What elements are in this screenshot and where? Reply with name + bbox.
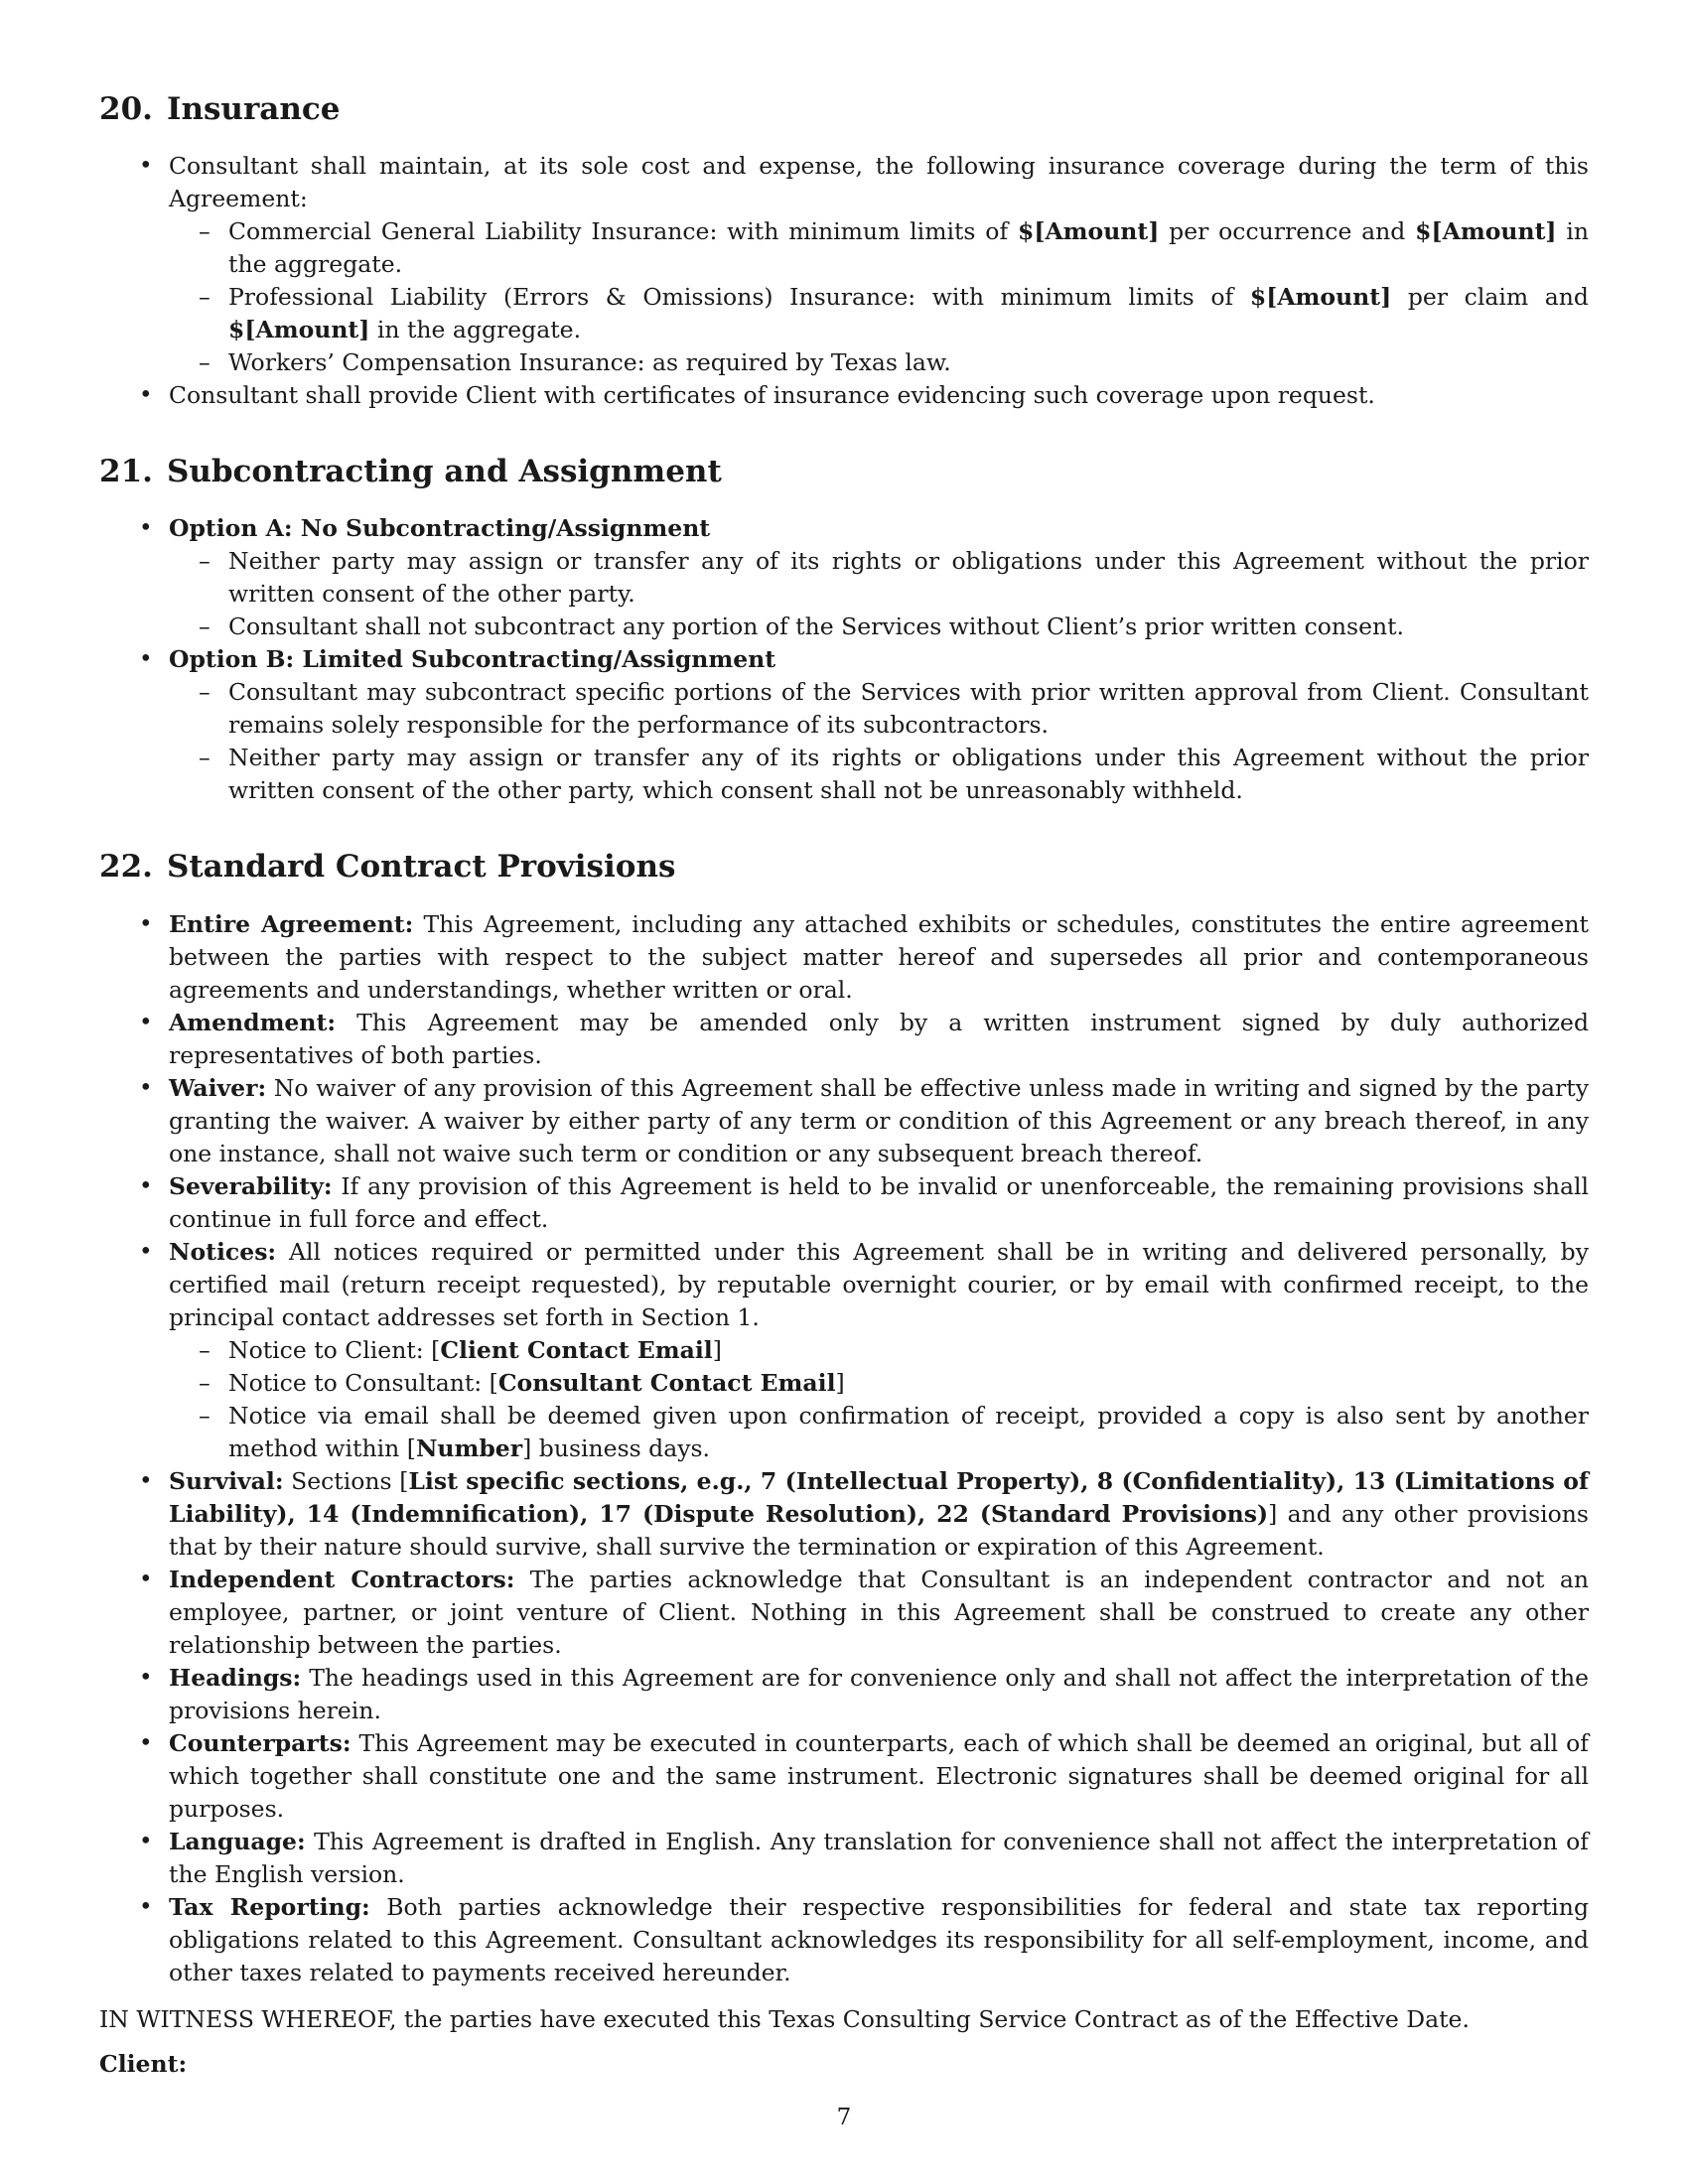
sub-list-item: – Notice to Consultant: [Consultant Contact Email]: [169, 1367, 1589, 1400]
sub-list: [169, 1334, 1589, 1465]
list-item: • Severability: If any provision of this Agreement is held to be invalid or unenforceable, the remaining provisions shall continue in full force and effect.: [99, 1170, 1589, 1236]
document-page: [99, 91, 1589, 2078]
list-item: • Notices: All notices required or permitted under this Agreement shall be in writing and delivered personally, by certified mail (return receipt requested), by reputable overnight courier, or by email with confirmed receipt, to the principal contact addresses set forth in Section 1. – Notice to Client: [Client Contact Email] – Notice to Consultant: [Consultant Contact Email] – Notice via email shall be deemed given upon confirmation of receipt, provided a copy is also sent by another method within [Number] business days.: [99, 1236, 1589, 1465]
section-subcontracting: [99, 454, 1589, 807]
section-standard-provisions: [99, 849, 1589, 1988]
list-item: • Independent Contractors: The parties acknowledge that Consultant is an independent contractor and not an employee, partner, or joint venture of Client. Nothing in this Agreement shall be construed to create any other relationship between the parties.: [99, 1564, 1589, 1662]
section-insurance: [99, 91, 1589, 412]
witness-statement: IN WITNESS WHEREOF, the parties have executed this Texas Consulting Service Contract as of the Effective Date.: [99, 2004, 1470, 2033]
list-item: • Survival: Sections [List specific sections, e.g., 7 (Intellectual Property), 8 (Confidentiality), 13 (Limitations of Liability), 14 (Indemnification), 17 (Dispute Resolution), 22 (Standard Provisions)] and any other provisions that by their nature should survive, shall survive the termination or expiration of this Agreement.: [99, 1465, 1589, 1564]
section-heading: 20. Insurance: [99, 91, 341, 127]
list-item: • Option A: No Subcontracting/Assignment – Neither party may assign or transfer any of its rights or obligations under this Agreement without the prior written consent of the other party. – Consultant shall not subcontract any portion of the Services without Client’s prior written consent.: [99, 512, 1589, 643]
sub-list-item: – Professional Liability (Errors & Omissions) Insurance: with minimum limits of $[Amount] per claim and $[Amount] in the aggregate.: [169, 281, 1589, 346]
sub-list-item: – Notice to Client: [Client Contact Email]: [169, 1334, 1589, 1367]
list-item: • Entire Agreement: This Agreement, including any attached exhibits or schedules, constitutes the entire agreement between the parties with respect to the subject matter hereof and supersedes all prior and contemporaneous agreements and understandings, whether written or oral.: [99, 908, 1589, 1007]
client-signature-label: Client:: [99, 2049, 188, 2078]
sub-list-item: – Notice via email shall be deemed given upon confirmation of receipt, provided a copy is also sent by another method within [Number] business days.: [169, 1400, 1589, 1465]
sub-list: [169, 215, 1589, 379]
sub-list-item: – Workers’ Compensation Insurance: as required by Texas law.: [169, 346, 1589, 379]
sub-list-item: – Neither party may assign or transfer any of its rights or obligations under this Agreement without the prior written consent of the other party, which consent shall not be unreasonably withheld.: [169, 742, 1589, 807]
list-item: • Counterparts: This Agreement may be executed in counterparts, each of which shall be deemed an original, but all of which together shall constitute one and the same instrument. Electronic signatures shall be deemed original for all purposes.: [99, 1727, 1589, 1826]
list-item: • Option B: Limited Subcontracting/Assignment – Consultant may subcontract specific portions of the Services with prior written approval from Client. Consultant remains solely responsible for the performance of its subcontractors. – Neither party may assign or transfer any of its rights or obligations under this Agreement without the prior written consent of the other party, which consent shall not be unreasonably withheld.: [99, 643, 1589, 807]
sub-list-item: – Neither party may assign or transfer any of its rights or obligations under this Agreement without the prior written consent of the other party.: [169, 545, 1589, 611]
sub-list-item: – Consultant shall not subcontract any portion of the Services without Client’s prior written consent.: [169, 611, 1589, 643]
list-item: • Tax Reporting: Both parties acknowledge their respective responsibilities for federal and state tax reporting obligations related to this Agreement. Consultant acknowledges its responsibility for all self-employment, income, and other taxes related to payments received hereunder.: [99, 1891, 1589, 1989]
list-item: • Language: This Agreement is drafted in English. Any translation for convenience shall not affect the interpretation of the English version.: [99, 1826, 1589, 1891]
bullet-list: [99, 512, 1589, 807]
section-heading: 21. Subcontracting and Assignment: [99, 454, 722, 490]
sub-list-item: – Consultant may subcontract specific portions of the Services with prior written approval from Client. Consultant remains solely responsible for the performance of its subcontractors.: [169, 676, 1589, 742]
list-item: • Waiver: No waiver of any provision of this Agreement shall be effective unless made in writing and signed by the party granting the waiver. A waiver by either party of any term or condition of this Agreement or any breach thereof, in any one instance, shall not waive such term or condition or any subsequent breach thereof.: [99, 1072, 1589, 1170]
sub-list: [169, 545, 1589, 643]
list-item: • Consultant shall provide Client with certificates of insurance evidencing such coverage upon request.: [99, 379, 1589, 412]
sub-list: [169, 676, 1589, 807]
sub-list-item: – Commercial General Liability Insurance: with minimum limits of $[Amount] per occurrence and $[Amount] in the aggregate.: [169, 215, 1589, 281]
section-heading: 22. Standard Contract Provisions: [99, 849, 676, 886]
bullet-list: [99, 908, 1589, 1989]
bullet-list: [99, 150, 1589, 412]
list-item: • Amendment: This Agreement may be amended only by a written instrument signed by duly authorized representatives of both parties.: [99, 1007, 1589, 1072]
list-item: • Headings: The headings used in this Agreement are for convenience only and shall not affect the interpretation of the provisions herein.: [99, 1662, 1589, 1727]
page-number: 7: [836, 2105, 852, 2130]
list-item: • Consultant shall maintain, at its sole cost and expense, the following insurance coverage during the term of this Agreement: – Commercial General Liability Insurance: with minimum limits of $[Amount] per occurrence and $[Amount] in the aggregate. – Professional Liability (Errors & Omissions) Insurance: with minimum limits of $[Amount] per claim and $[Amount] in the aggregate. – Workers’ Compensation Insurance: as required by Texas law.: [99, 150, 1589, 379]
